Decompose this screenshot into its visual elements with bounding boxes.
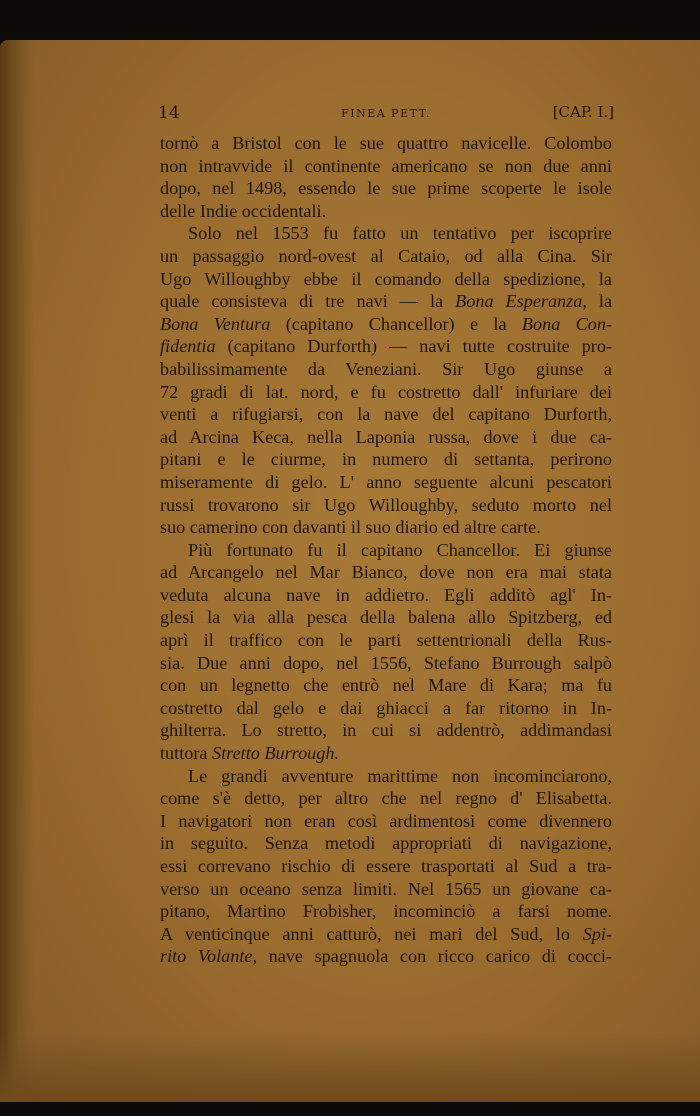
text-line: glesi la via alla pesca della balena allo Spitzberg, ed	[160, 607, 612, 628]
text-line: Solo nel 1553 fu fatto un tentativo per iscoprire	[188, 223, 612, 244]
running-header	[158, 103, 614, 127]
text-line: I navigatori non eran così ardimentosi come divennero	[160, 810, 612, 831]
ship-name: Bona Ventura	[160, 313, 271, 334]
text-line: Le grandi avventure marittime non incominciarono,	[188, 765, 612, 786]
running-title: FINEA PETT.	[341, 107, 431, 120]
text-line: un passaggio nord-ovest al Cataio, od alla Cina. Sir	[160, 245, 612, 266]
text-line: Ugo Willoughby ebbe il comando della spedizione, la	[160, 268, 612, 289]
text-line: veduta alcuna nave in addietro. Egli additò agl' In-	[160, 584, 612, 605]
ship-name: fidentia	[160, 336, 216, 357]
strait-name: Stretto Burrough.	[212, 743, 340, 764]
text-line: costretto dal gelo e dai ghiacci a far ritorno in In-	[160, 697, 612, 718]
text-line: tuttora Stretto Burrough.	[160, 743, 340, 764]
text-line: ghilterra. Lo stretto, in cui si addentrò, addimandasi	[160, 720, 612, 741]
chapter-reference: [CAP. I.]	[552, 103, 614, 121]
text-line: tornò a Bristol con le sue quattro navicelle. Colombo	[160, 133, 612, 153]
text-line: non intravvide il continente americano se non due anni	[160, 155, 612, 176]
text-line: ad Arcangelo nel Mar Bianco, dove non era mai stata	[160, 562, 612, 583]
text-line: Bona Ventura (capitano Chancellor) e la Bona Con-	[160, 313, 613, 334]
text-line: sia. Due anni dopo, nel 1556, Stefano Burrough salpò	[160, 652, 612, 673]
text-line: aprì il traffico con le parti settentrionali della Rus-	[160, 630, 612, 651]
ship-name: Bona Esperanza,	[455, 291, 587, 312]
ship-name: Bona Con-	[521, 313, 613, 334]
text-line: A venticinque anni catturò, nei mari del Sud, lo Spi-	[160, 923, 612, 944]
text-line: ad Arcina Keca, nella Laponia russa, dove i due ca-	[160, 426, 612, 447]
text-line: con un legnetto che entrò nel Mare di Kara; ma fu	[160, 675, 612, 696]
text-line: venti a rifugiarsi, con la nave del capitano Durforth,	[160, 404, 612, 425]
text-line: babilissimamente da Veneziani. Sir Ugo giunse a	[160, 358, 612, 379]
text-line: in seguito. Senza metodi appropriati di navigazione,	[160, 833, 612, 854]
text-line: fidentia (capitano Durforth) — navi tutte costruite pro-	[160, 336, 613, 357]
text-line: miseramente di gelo. L' anno seguente alcuni pescatori	[160, 471, 612, 492]
text-line: essi correvano rischio di essere trasportati al Sud a tra-	[160, 856, 612, 876]
text-line: suo camerino con davanti il suo diario ed altre carte.	[160, 517, 541, 538]
text-line: rito Volante, nave spagnuola con ricco carico di cocci-	[160, 946, 612, 967]
text-line: 72 gradi di lat. nord, e fu costretto dall' infuriare dei	[160, 381, 612, 402]
ship-name: Spi-	[582, 923, 612, 944]
ship-name: rito Volante,	[160, 946, 257, 967]
text-line: pitani e le ciurme, in numero di settanta, perirono	[160, 449, 612, 470]
text-line: russi trovarono sir Ugo Willoughby, seduto morto nel	[160, 494, 612, 515]
text-line: delle Indie occidentali.	[160, 200, 327, 221]
page-binding-edge	[0, 40, 34, 1102]
page-number: 14	[158, 103, 180, 123]
text-line: come s'è detto, per altro che nel regno d' Elisabetta.	[160, 788, 612, 809]
body-text	[160, 132, 612, 968]
text-line: Più fortunato fu il capitano Chancellor. Ei giunse	[188, 539, 612, 560]
text-line: verso un oceano senza limiti. Nel 1565 un giovane ca-	[160, 878, 612, 899]
page-bottom-shadow	[0, 1032, 700, 1102]
text-line: dopo, nel 1498, essendo le sue prime scoperte le isole	[160, 178, 612, 199]
text-line: pitano, Martino Frobisher, incominciò a farsi nome.	[160, 901, 612, 922]
text-line: quale consisteva di tre navi — la Bona Esperanza, la	[160, 291, 613, 312]
